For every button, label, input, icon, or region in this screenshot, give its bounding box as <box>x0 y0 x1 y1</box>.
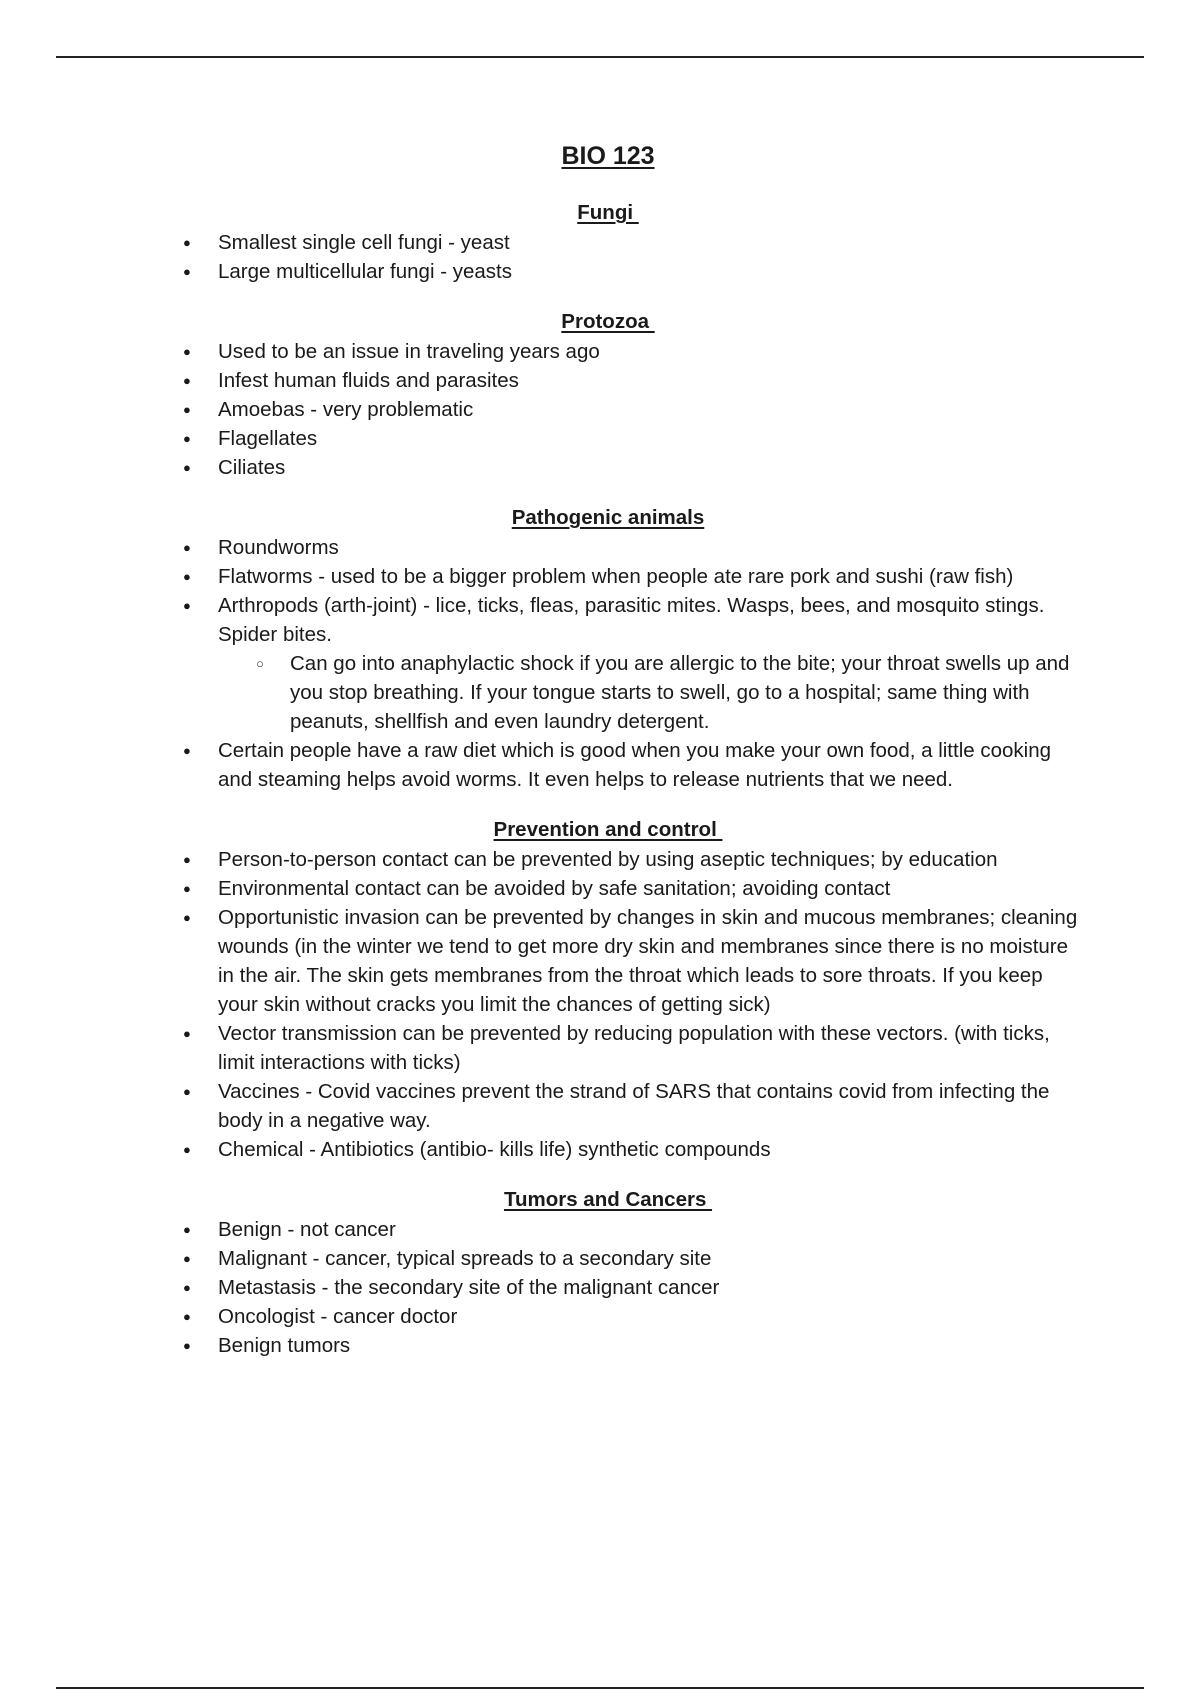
list-item: ● Roundworms <box>0 533 1200 562</box>
document-title: BIO 123 <box>561 142 655 170</box>
list-item: ● Infest human fluids and parasites <box>0 366 1200 395</box>
bullet-list <box>0 1215 1200 1360</box>
header-rule <box>56 56 1144 58</box>
list-item: ● Oncologist - cancer doctor <box>0 1302 1200 1331</box>
list-item: ● Person-to-person contact can be prevented by using aseptic techniques; by education <box>0 845 1200 874</box>
section-heading: Protozoa <box>561 310 655 333</box>
section-heading: Pathogenic animals <box>511 506 705 529</box>
bullet-list <box>0 533 1200 794</box>
bullet-list <box>0 228 1200 286</box>
list-item <box>0 591 1200 736</box>
section-heading: Tumors and Cancers <box>503 1188 713 1211</box>
list-item: ● Benign tumors <box>0 1331 1200 1360</box>
list-item: ● Certain people have a raw diet which is good when you make your own food, a little cooking and steaming helps avoid worms. It even helps to release nutrients that we need. <box>0 736 1200 794</box>
list-item: ● Large multicellular fungi - yeasts <box>0 257 1200 286</box>
list-item: ● Ciliates <box>0 453 1200 482</box>
section-protozoa <box>0 310 1200 482</box>
list-item: ● Benign - not cancer <box>0 1215 1200 1244</box>
footer-rule <box>56 1687 1144 1689</box>
list-item: ● Opportunistic invasion can be prevented by changes in skin and mucous membranes; cleaning wounds (in the winter we tend to get more dry skin and membranes since there is no moisture in the air. The skin gets membranes from the throat which leads to sore throats. If you keep your skin without cracks you limit the chances of getting sick) <box>0 903 1200 1019</box>
list-item: ● Used to be an issue in traveling years ago <box>0 337 1200 366</box>
bullet-list <box>0 845 1200 1164</box>
list-item: ● Malignant - cancer, typical spreads to a secondary site <box>0 1244 1200 1273</box>
section-heading: Fungi <box>577 201 639 224</box>
list-item: ● Amoebas - very problematic <box>0 395 1200 424</box>
document-body <box>0 142 1200 1384</box>
list-item: ● Flatworms - used to be a bigger problem when people ate rare pork and sushi (raw fish) <box>0 562 1200 591</box>
list-item: ● Smallest single cell fungi - yeast <box>0 228 1200 257</box>
list-item: ● Vector transmission can be prevented by reducing population with these vectors. (with ticks, limit interactions with ticks) <box>0 1019 1200 1077</box>
list-item: ● Flagellates <box>0 424 1200 453</box>
section-tumors-and-cancers <box>0 1188 1200 1360</box>
list-item: ● Chemical - Antibiotics (antibio- kills life) synthetic compounds <box>0 1135 1200 1164</box>
section-fungi <box>0 201 1200 286</box>
sub-list-item: ○ Can go into anaphylactic shock if you are allergic to the bite; your throat swells up and you stop breathing. If your tongue starts to swell, go to a hospital; same thing with peanuts, shellfish and even laundry detergent. <box>218 649 1090 736</box>
section-heading: Prevention and control <box>493 818 723 841</box>
list-item: ● Vaccines - Covid vaccines prevent the strand of SARS that contains covid from infecting the body in a negative way. <box>0 1077 1200 1135</box>
section-pathogenic-animals <box>0 506 1200 794</box>
list-item: ● Metastasis - the secondary site of the malignant cancer <box>0 1273 1200 1302</box>
list-item-text: Arthropods (arth-joint) - lice, ticks, fleas, parasitic mites. Wasps, bees, and mosquito stings. Spider bites. <box>218 594 1045 646</box>
section-prevention-and-control <box>0 818 1200 1164</box>
list-item: ● Environmental contact can be avoided by safe sanitation; avoiding contact <box>0 874 1200 903</box>
sub-list <box>218 649 1080 736</box>
bullet-list <box>0 337 1200 482</box>
